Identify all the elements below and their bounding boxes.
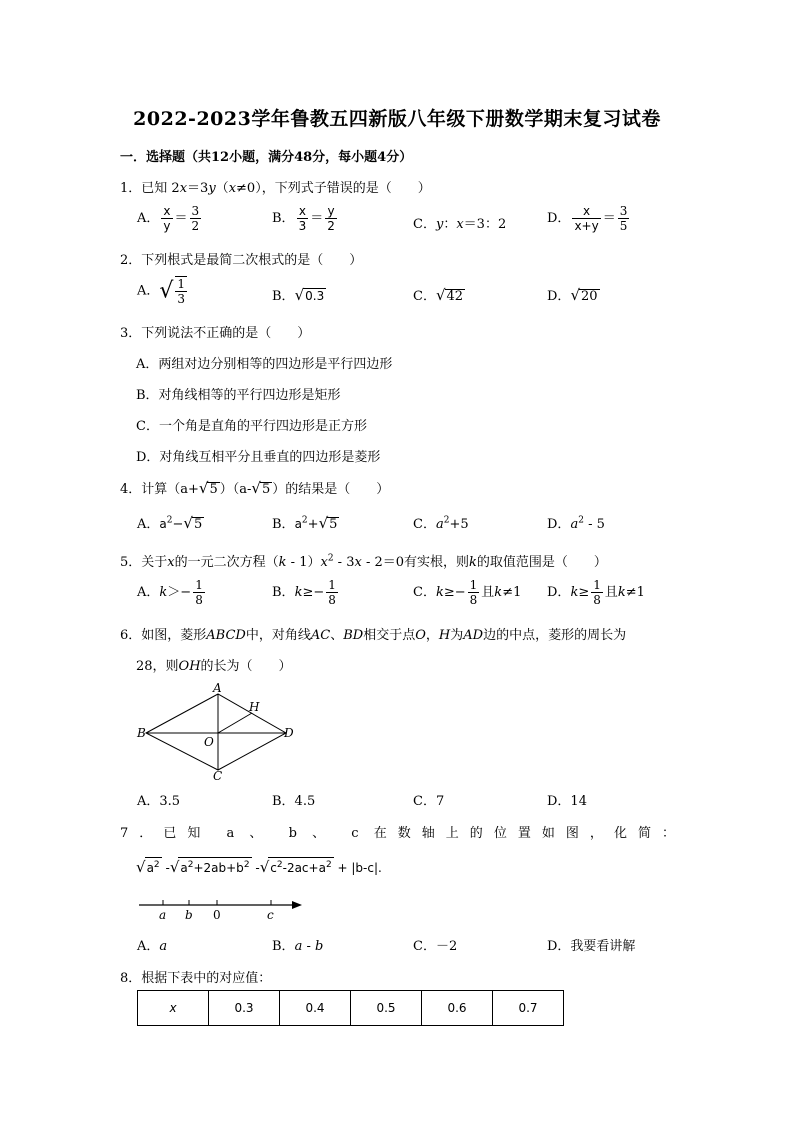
question-2-stem: 2．下列根式是最简二次根式的是（ ） xyxy=(120,253,363,268)
point-label-b: B xyxy=(137,726,146,740)
number-line xyxy=(136,893,306,923)
table-cell: 0.3 xyxy=(209,991,280,1026)
question-1-option-d[interactable]: D． $\frac{x}{x+y}$ ＝ $\frac{3}{5}$ xyxy=(547,204,628,233)
number-line-arrow xyxy=(292,901,302,909)
axis-label-c: c xyxy=(267,908,274,922)
question-2-option-d[interactable]: D．√20 xyxy=(547,286,598,304)
point-label-d: D xyxy=(284,726,294,740)
question-6-option-b[interactable]: B．4.5 xyxy=(272,794,316,809)
question-5-option-b[interactable]: B．k≥− $\frac{1}{8}$ xyxy=(272,578,336,607)
table-cell: 0.7 xyxy=(493,991,564,1026)
point-label-c: C xyxy=(213,769,223,780)
question-6-stem-line-2: 28，则OH的长为（ ） xyxy=(136,659,292,674)
question-8-stem: 8．根据下表中的对应值： xyxy=(120,971,272,986)
axis-label-zero: 0 xyxy=(213,908,221,922)
table-cell-x: x xyxy=(138,991,209,1026)
question-7-option-c[interactable]: C．－2 xyxy=(413,939,458,954)
question-4-option-a[interactable]: A．$a^2-√5$ xyxy=(137,514,203,532)
point-label-o: O xyxy=(204,735,214,749)
point-label-a: A xyxy=(213,681,222,695)
question-4-option-d[interactable]: D．$a^2 - 5$ xyxy=(547,515,605,532)
question-7-option-b[interactable]: B．a - b xyxy=(272,939,324,954)
question-4-stem: 4．计算（a+√5 ）（a-√5 ）的结果是（ ） xyxy=(120,479,390,497)
question-5-stem: 5．关于x的一元二次方程$(k - 1)x^2 - 3x - 2=0$有实根，则k的取值范围是（ ） xyxy=(120,553,607,570)
question-4-option-c[interactable]: C．$a^2+5$ xyxy=(413,515,469,532)
question-3-option-a[interactable]: A．两组对边分别相等的四边形是平行四边形 xyxy=(136,357,393,372)
question-3-stem: 3．下列说法不正确的是（ ） xyxy=(120,326,311,341)
segment-oh xyxy=(218,713,252,733)
question-7-stem-line-1: 7．已知 a 、 b 、 c 在数轴上的位置如图，化简： xyxy=(120,826,675,841)
question-7-option-a[interactable]: A．a xyxy=(137,939,168,954)
question-5-option-c[interactable]: C．k≥− $\frac{1}{8}$ 且k≠1 xyxy=(413,578,522,607)
question-2-option-b[interactable]: B．√0.3 xyxy=(272,286,325,304)
question-8-table xyxy=(137,990,564,1026)
rhombus-figure xyxy=(136,680,296,780)
question-7-expression: $√a^2$ $-√a^2+2ab+b^2$ $-√c^2-2ac+a^2 + |b-c|$. xyxy=(136,858,382,876)
question-7-option-d[interactable]: D．我要看讲解 xyxy=(547,939,636,954)
point-label-h: H xyxy=(249,700,260,714)
question-6-option-a[interactable]: A．3.5 xyxy=(137,794,181,809)
axis-label-b: b xyxy=(185,908,193,922)
axis-label-a: a xyxy=(159,908,167,922)
question-4-option-b[interactable]: B．$a^2+√5$ xyxy=(272,514,338,532)
table-cell: 0.5 xyxy=(351,991,422,1026)
question-2-option-a[interactable]: A．√ $\frac{1}{3}$ xyxy=(137,277,186,306)
question-6-stem-line-1: 6．如图，菱形ABCD中，对角线AC、BD相交于点O，H为AD边的中点，菱形的周长为 xyxy=(120,628,627,643)
question-6-option-c[interactable]: C．7 xyxy=(413,794,445,809)
question-1-option-a[interactable]: A． $\frac{x}{y}$ ＝ $\frac{3}{2}$ xyxy=(137,204,200,233)
question-1-stem: 1．已知 2x＝3y（x≠0），下列式子错误的是（ ） xyxy=(120,181,431,196)
question-3-option-b[interactable]: B．对角线相等的平行四边形是矩形 xyxy=(136,388,341,403)
table-cell: 0.4 xyxy=(280,991,351,1026)
page-title: 2022-2023学年鲁教五四新版八年级下册数学期末复习试卷 xyxy=(133,108,661,130)
question-6-option-d[interactable]: D．14 xyxy=(547,794,587,809)
rhombus-outline xyxy=(146,694,286,770)
question-3-option-d[interactable]: D．对角线互相平分且垂直的四边形是菱形 xyxy=(136,450,381,465)
table-row xyxy=(138,991,564,1026)
table-cell: 0.6 xyxy=(422,991,493,1026)
question-1-option-b[interactable]: B． $\frac{x}{3}$ ＝ $\frac{y}{2}$ xyxy=(272,204,335,233)
section-heading: 一．选择题（共12小题，满分48分，每小题4分） xyxy=(120,150,413,165)
question-3-option-c[interactable]: C．一个角是直角的平行四边形是正方形 xyxy=(136,419,367,434)
question-1-option-c[interactable]: C．y：x＝3：2 xyxy=(413,217,507,232)
question-5-option-a[interactable]: A．k＞− $\frac{1}{8}$ xyxy=(137,578,203,607)
question-2-option-c[interactable]: C．√42 xyxy=(413,286,464,304)
question-5-option-d[interactable]: D．k≥ $\frac{1}{8}$ 且k≠1 xyxy=(547,578,645,607)
